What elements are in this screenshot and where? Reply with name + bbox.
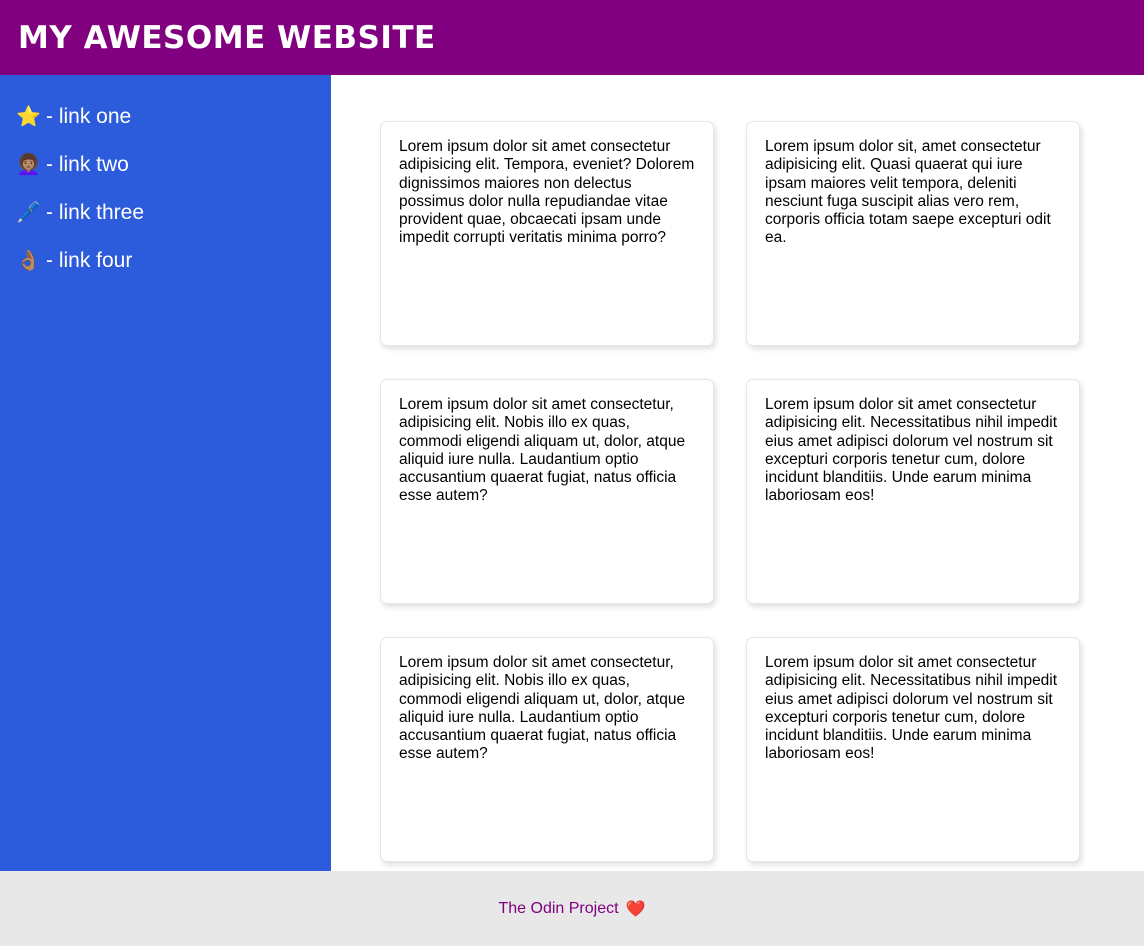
card-grid: [380, 121, 1080, 862]
sidebar-item-label: - link four: [46, 249, 133, 272]
pen-icon: 🖊️: [16, 202, 41, 224]
person-icon: 👩🏽‍🦱: [16, 154, 41, 176]
content-card: Lorem ipsum dolor sit amet consectetur, adipisicing elit. Nobis illo ex quas, commodi eligendi aliquam ut, dolor, atque aliquid iure nulla. Laudantium optio accusantium quaerat fugiat, natus officia esse autem?: [380, 637, 714, 862]
ok-hand-icon: 👌🏽: [16, 250, 41, 272]
sidebar-item-link-one[interactable]: [0, 93, 331, 141]
star-icon: ⭐: [16, 106, 41, 128]
site-footer: [0, 871, 1144, 946]
main-content: [331, 75, 1144, 871]
heart-icon: ❤️: [625, 900, 646, 918]
sidebar-item-label: - link three: [46, 201, 145, 224]
sidebar-item-label: - link one: [46, 105, 132, 128]
content-card: Lorem ipsum dolor sit amet consectetur adipisicing elit. Tempora, eveniet? Dolorem dignissimos maiores non delectus possimus dolor nulla repudiandae vitae provident quae, obcaecati ipsam unde impedit corrupti veritatis minima porro?: [380, 121, 714, 346]
sidebar-item-label: - link two: [46, 153, 129, 176]
content-card: Lorem ipsum dolor sit amet consectetur adipisicing elit. Necessitatibus nihil impedit eius amet adipisci dolorum vel nostrum sit excepturi corporis tenetur cum, dolore incidunt blanditiis. Unde earum minima laboriosam eos!: [746, 379, 1080, 604]
content-card: Lorem ipsum dolor sit amet consectetur, adipisicing elit. Nobis illo ex quas, commodi eligendi aliquam ut, dolor, atque aliquid iure nulla. Laudantium optio accusantium quaerat fugiat, natus officia esse autem?: [380, 379, 714, 604]
footer-label: The Odin Project: [498, 899, 619, 917]
page-title: MY AWESOME WEBSITE: [18, 19, 436, 56]
sidebar-item-link-three[interactable]: [0, 189, 331, 237]
content-card: Lorem ipsum dolor sit, amet consectetur adipisicing elit. Quasi quaerat qui iure ipsam maiores velit tempora, deleniti nesciunt fuga suscipit alias vero rem, corporis officia totam saepe excepturi odit ea.: [746, 121, 1080, 346]
page-body: [0, 75, 1144, 871]
site-header: [0, 0, 1144, 75]
sidebar-nav: [0, 75, 331, 871]
sidebar-item-link-two[interactable]: [0, 141, 331, 189]
sidebar-item-link-four[interactable]: [0, 237, 331, 285]
content-card: Lorem ipsum dolor sit amet consectetur adipisicing elit. Necessitatibus nihil impedit eius amet adipisci dolorum vel nostrum sit excepturi corporis tenetur cum, dolore incidunt blanditiis. Unde earum minima laboriosam eos!: [746, 637, 1080, 862]
